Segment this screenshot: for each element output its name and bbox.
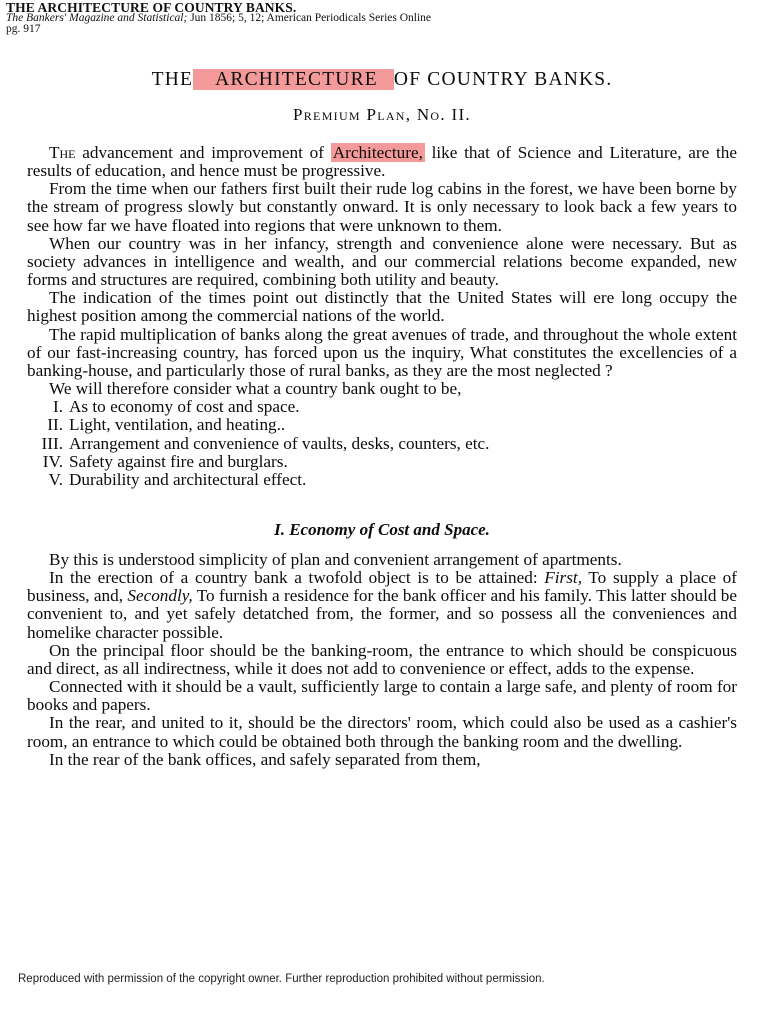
topic-list — [27, 398, 737, 489]
highlighted-word: Architecture, — [332, 143, 423, 162]
citation-page: pg. 917 — [6, 23, 41, 35]
scanned-page — [27, 58, 737, 769]
citation-date: Jun 1856; 5, 12; American Periodicals Series Online — [187, 12, 432, 24]
paragraph: The advancement and improvement of Architecture, like that of Science and Literature, are the results of education, and hence must be progressive. — [27, 143, 737, 181]
list-item: II. Light, ventilation, and heating.. — [47, 415, 286, 435]
article-title — [27, 64, 737, 96]
list-item: IV. Safety against fire and burglars. — [42, 451, 288, 471]
title-rest: OF COUNTRY BANKS. — [393, 69, 613, 90]
paragraph: Connected with it should be a vault, sufficiently large to contain a large safe, and plenty of room for books and papers. — [27, 677, 737, 715]
list-item: V. Durability and architectural effect. — [48, 469, 307, 489]
copyright-footer: Reproduced with permission of the copyright owner. Further reproduction prohibited without permission. — [18, 973, 545, 985]
citation-source — [6, 13, 431, 24]
citation-journal: The Bankers' Magazine and Statistical; — [6, 12, 188, 24]
article-subtitle: Premium Plan, No. II. — [293, 105, 471, 124]
citation-header — [6, 2, 431, 35]
paragraph: The indication of the times point out distinctly that the United States will ere long occupy the highest position among the commercial nations of the world. — [27, 288, 737, 326]
paragraph: On the principal floor should be the banking-room, the entrance to which should be conspicuous and direct, as all indirectness, while it does not add to convenience or effect, adds to the expense. — [27, 640, 737, 678]
paragraph: By this is understood simplicity of plan and convenient arrangement of apartments. — [49, 549, 622, 569]
paragraph: In the rear, and united to it, should be the directors' room, which could also be used as a cashier's room, an entrance to which could be obtained both through the banking room and the dwelling. — [27, 713, 737, 751]
paragraph: From the time when our fathers first built their rude log cabins in the forest, we have been borne by the stream of progress slowly but constantly onward. It is only necessary to look back a few years to see how far we have floated into regions that were unknown to them. — [27, 179, 737, 235]
list-item: I. As to economy of cost and space. — [52, 397, 300, 417]
article-body — [27, 144, 737, 769]
title-highlight: ARCHITECTURE — [193, 69, 394, 90]
list-item: III. Arrangement and convenience of vaults, desks, counters, etc. — [41, 433, 490, 453]
paragraph: When our country was in her infancy, strength and convenience alone were necessary. But as society advances in intelligence and wealth, and our commercial relations become expanded, new forms and structures are required, combining both utility and beauty. — [27, 233, 737, 290]
section-heading: I. Economy of Cost and Space. — [274, 519, 490, 539]
paragraph: We will therefore consider what a country bank ought to be, — [49, 379, 462, 399]
paragraph: In the erection of a country bank a twofold object is to be attained: First, To supply a place of business, and, Secondly, To furnish a residence for the bank officer and his family. This latter should be convenient to, and yet safely detatched from, the former, and so possess all the conveniences and homelike character possible. — [27, 568, 738, 642]
paragraph: The rapid multiplication of banks along the great avenues of trade, and throughout the whole extent of our fast-increasing country, has forced upon us the inquiry, What constitutes the excellencies of a banking-house, and particularly those of rural banks, as they are the most neglected ? — [27, 324, 737, 380]
citation-title: THE ARCHITECTURE OF COUNTRY BANKS. — [6, 0, 297, 15]
title-the: THE — [151, 69, 194, 90]
paragraph: In the rear of the bank offices, and safely separated from them, — [49, 749, 481, 769]
